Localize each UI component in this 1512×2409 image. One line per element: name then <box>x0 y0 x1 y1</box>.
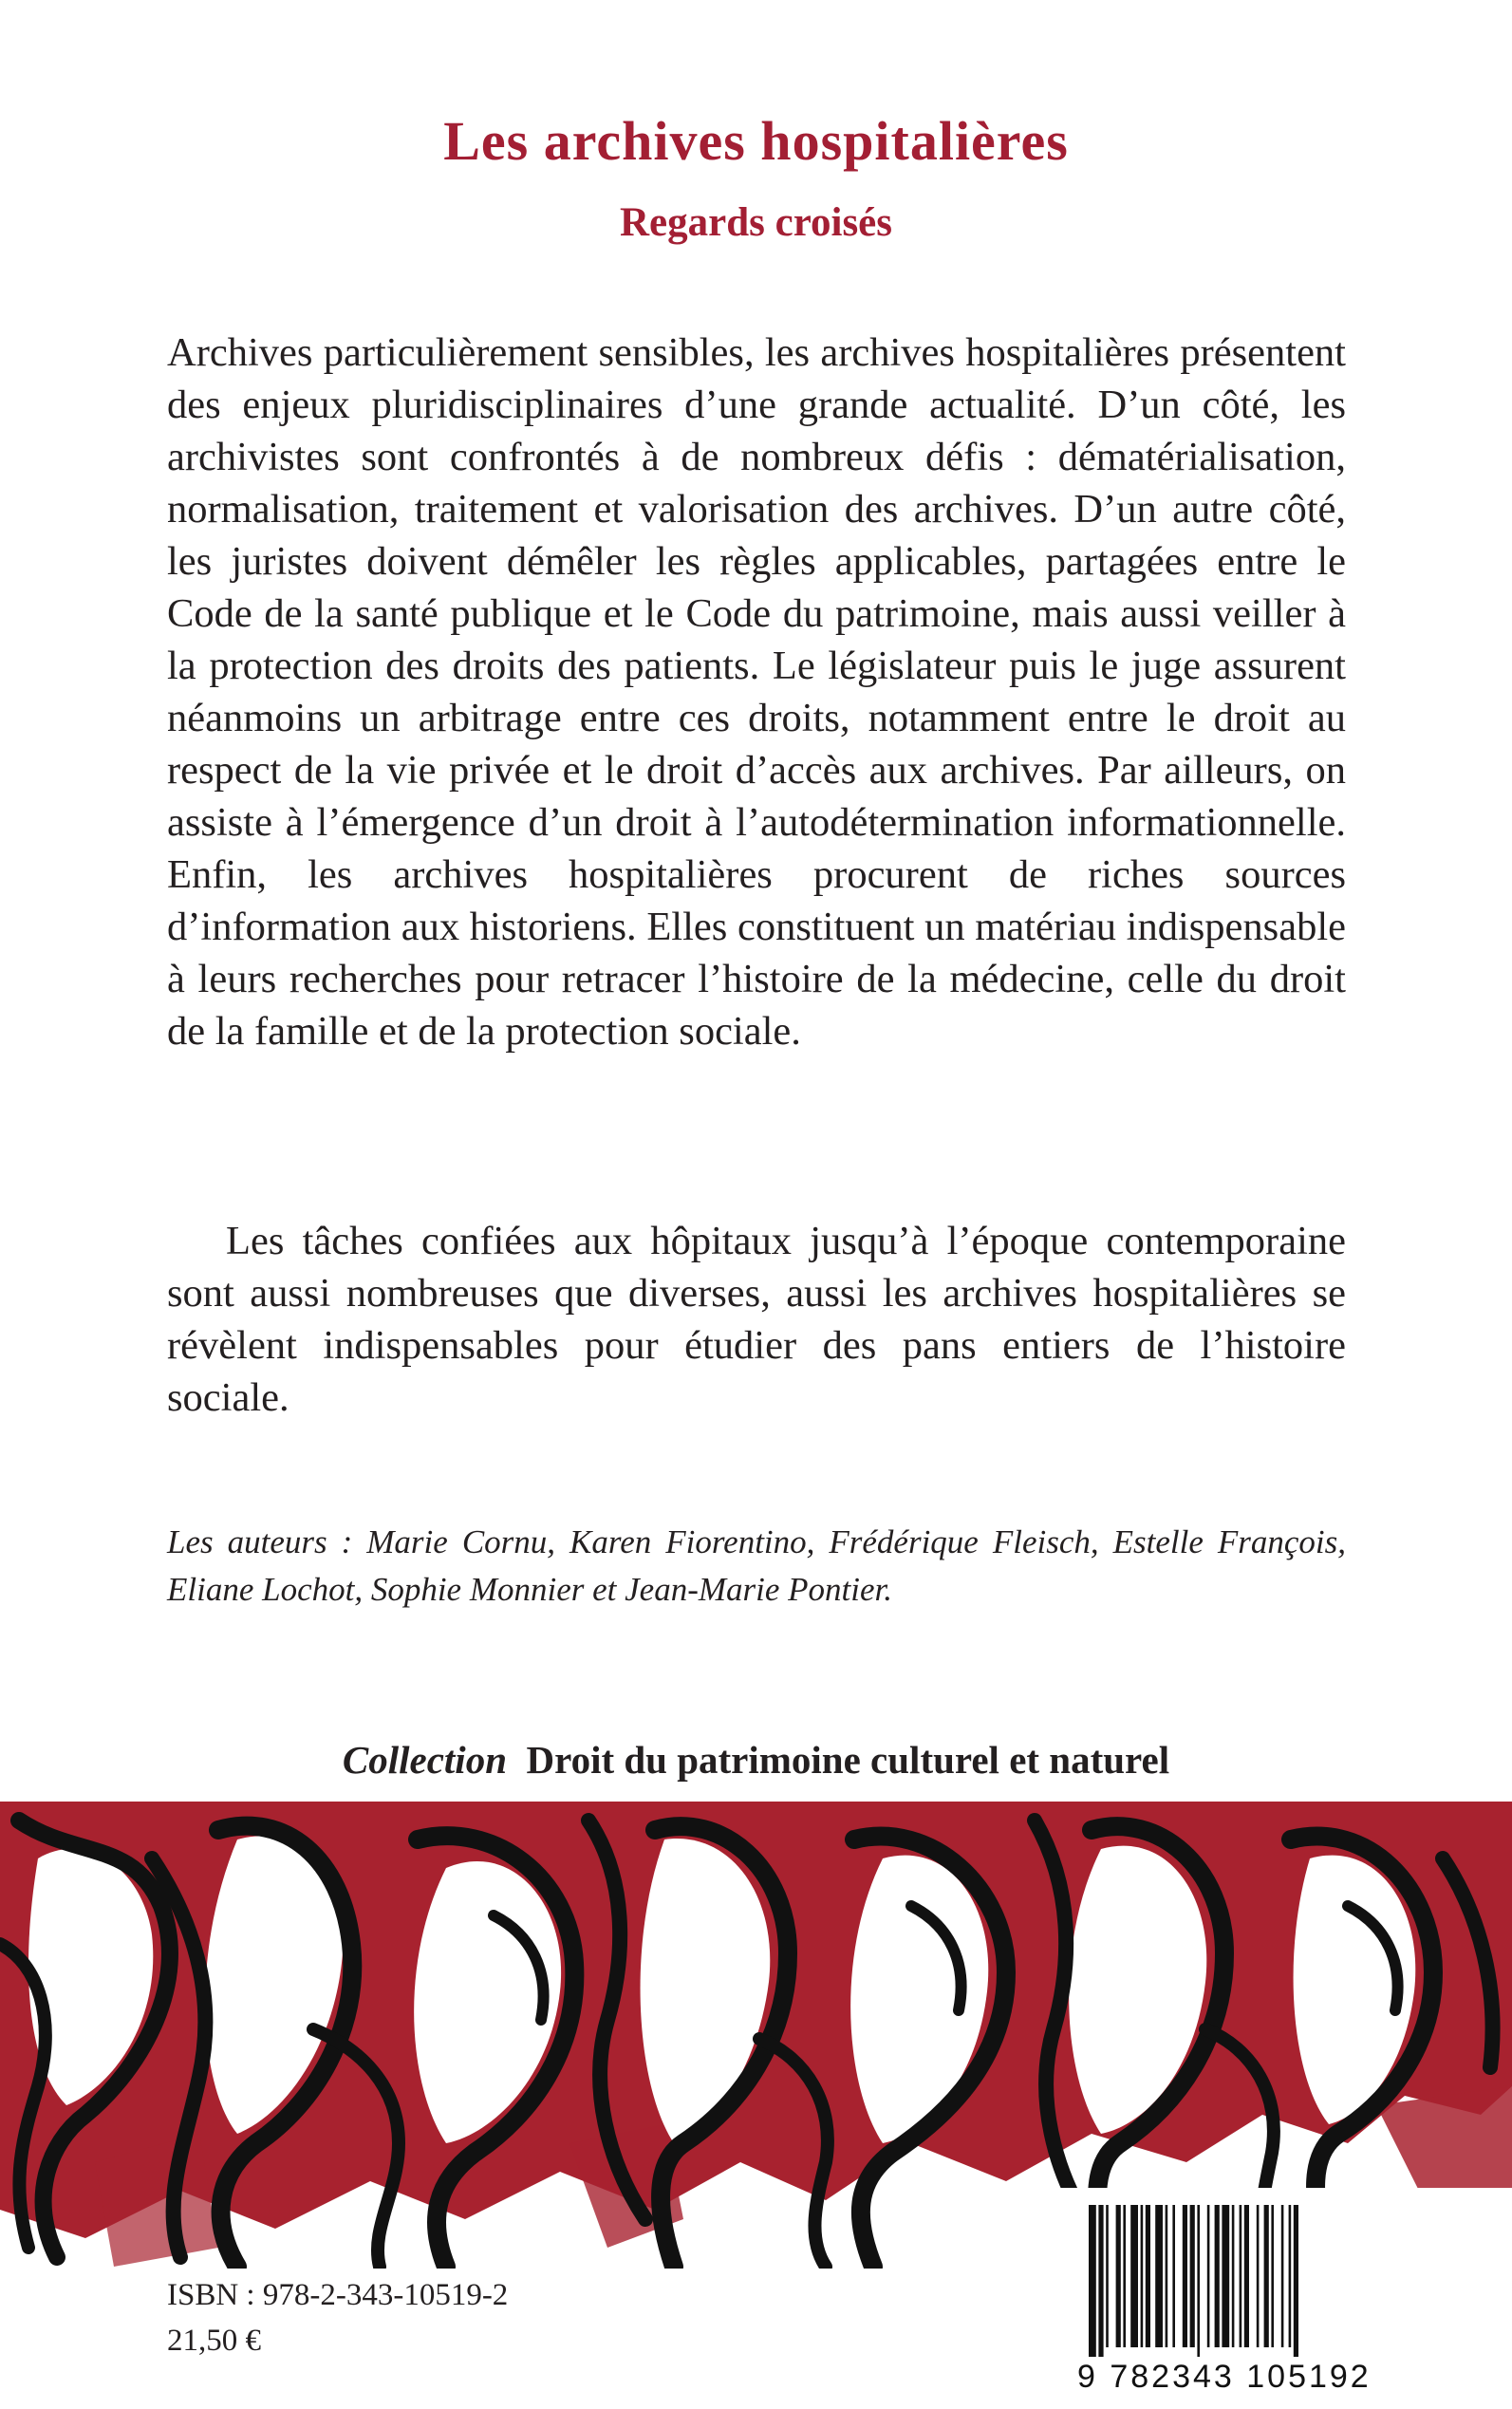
barcode-bar <box>1116 2205 1121 2347</box>
barcode-bar <box>1141 2205 1144 2347</box>
barcode-bar <box>1281 2205 1284 2347</box>
barcode-bar <box>1172 2205 1175 2347</box>
barcode-bar <box>1146 2205 1150 2347</box>
barcode-bar <box>1244 2205 1249 2347</box>
book-title: Les archives hospitalières <box>443 110 1069 172</box>
barcode-bar <box>1222 2205 1229 2347</box>
barcode-bar <box>1098 2205 1103 2357</box>
barcode-bar <box>1207 2205 1210 2347</box>
book-price: 21,50 € <box>167 2324 261 2358</box>
barcode-bar <box>1197 2205 1200 2357</box>
barcode-bars-icon <box>1085 2205 1493 2357</box>
barcode-bar <box>1183 2205 1187 2347</box>
collection-label: Collection <box>342 1738 507 1782</box>
summary-paragraph-2: Les tâches confiées aux hôpitaux jusqu’à l’époque contemporaine sont aussi nombreuses que diverses, aussi les archives hospitalières se révèlent indispensables pour étudier des pans entiers de l’histoire sociale. <box>167 1219 1346 1420</box>
barcode-bar <box>1106 2205 1109 2347</box>
barcode-bar <box>1215 2205 1220 2347</box>
barcode-bar <box>1166 2205 1168 2347</box>
barcode-bar <box>1271 2205 1274 2347</box>
barcode-bar <box>1130 2205 1138 2347</box>
summary-paragraph-1: Archives particulièrement sensibles, les archives hospitalières présentent des enjeux pluridisciplinaires d’une grande actualité. D’un côté, les archivistes sont confrontés à de nombreux défis : dématérialisation, normalisation, traitement et valorisation des archives. D’un autre côté, les juristes doivent démêler les règles applicables, partagées entre le Code de la santé publique et le Code du patrimoine, mais aussi veiller à la protection des droits des patients. Le législateur puis le juge assurent néanmoins un arbitrage entre ces droits, notamment entre le droit au respect de la vie privée et le droit d’accès aux archives. Par ailleurs, on assiste à l’émergence d’un droit à l’autodétermination informationnelle. Enfin, les archives hospitalières procurent de riches sources d’information aux historiens. Elles constituent un matériau indispensable à leurs recherches pour retracer l’histoire de la médecine, celle du droit de la famille et de la protection sociale. <box>167 330 1346 1054</box>
barcode-bar <box>1264 2205 1269 2347</box>
barcode-bar <box>1257 2205 1260 2347</box>
barcode-bar <box>1294 2205 1298 2357</box>
barcode-bar <box>1123 2205 1126 2347</box>
barcode-bar <box>1232 2205 1235 2347</box>
collection-line <box>0 1737 1512 1783</box>
barcode-bar <box>1190 2205 1195 2347</box>
barcode-bar <box>1155 2205 1163 2347</box>
barcode-bar <box>1089 2205 1096 2357</box>
barcode-bar <box>1240 2205 1242 2347</box>
isbn-number: ISBN : 978-2-343-10519-2 <box>167 2278 509 2312</box>
book-subtitle: Regards croisés <box>619 200 893 245</box>
isbn-barcode <box>1058 2188 1512 2409</box>
barcode-digits: 9 782343 105192 <box>1077 2359 1372 2395</box>
authors-line: Les auteurs : Marie Cornu, Karen Fiorentino, Frédérique Fleisch, Estelle François, Eliane Lochot, Sophie Monnier et Jean-Marie Pontier. <box>167 1523 1346 1608</box>
barcode-bar <box>1289 2205 1292 2347</box>
collection-name: Droit du patrimoine culturel et naturel <box>526 1738 1170 1782</box>
